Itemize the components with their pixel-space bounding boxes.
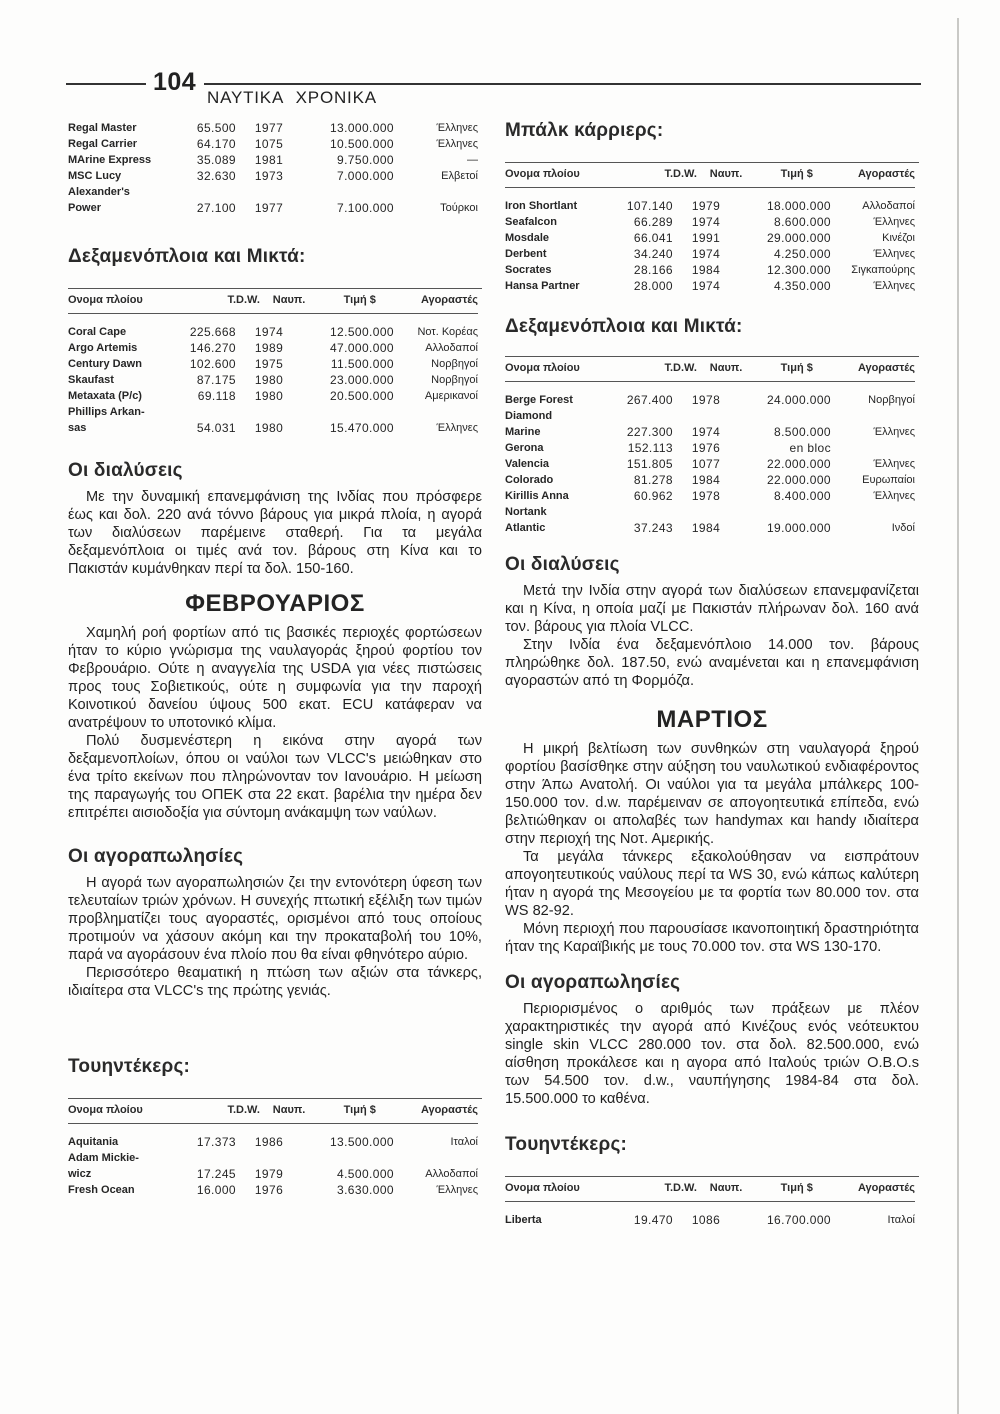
cell-tdw: 69.118 bbox=[197, 389, 236, 403]
cell-price bbox=[302, 1150, 394, 1166]
cell-year: 1978 bbox=[691, 489, 721, 503]
table-row bbox=[505, 488, 915, 504]
cell-name: Coral Cape bbox=[68, 326, 127, 338]
cell-year: 1980 bbox=[254, 373, 284, 387]
sales-text bbox=[505, 1000, 919, 1108]
column-header-name: Ονομα πλοίου bbox=[505, 362, 580, 374]
cell-year: 1075 bbox=[254, 137, 284, 151]
cell-year bbox=[673, 408, 739, 424]
cell-year bbox=[236, 404, 302, 420]
cell-tdw: 54.031 bbox=[196, 421, 236, 435]
february-text bbox=[68, 624, 482, 822]
cell-price: 13.500.000 bbox=[329, 1135, 394, 1149]
cell-tdw: 64.170 bbox=[196, 137, 236, 151]
cell-buyer bbox=[394, 404, 478, 420]
right-column bbox=[505, 120, 919, 1228]
cell-year: 1986 bbox=[254, 1135, 284, 1149]
cell-price: 47.000.000 bbox=[329, 341, 394, 355]
column-header-price: Τιμή $ bbox=[780, 362, 813, 374]
column-header-tdw: T.D.W. bbox=[227, 1104, 260, 1116]
section-title-tankers: Δεξαμενόπλοια και Μικτά: bbox=[68, 246, 306, 267]
cell-price: 15.470.000 bbox=[329, 421, 394, 435]
column-header-price: Τιμή $ bbox=[780, 168, 813, 180]
tankers-table-header bbox=[68, 289, 478, 314]
tankers-table bbox=[505, 392, 915, 536]
cell-price: 7.100.000 bbox=[337, 201, 394, 215]
cell-name: Berge Forest bbox=[505, 394, 573, 406]
cell-year: 1976 bbox=[254, 1183, 284, 1197]
cell-tdw bbox=[180, 184, 236, 200]
cell-tdw: 37.243 bbox=[633, 521, 673, 535]
cell-price: 12.500.000 bbox=[329, 325, 394, 339]
cell-tdw: 28.000 bbox=[633, 279, 673, 293]
cell-buyer: Ιταλοί bbox=[887, 1214, 915, 1226]
table-header-row bbox=[68, 1099, 478, 1124]
table-row bbox=[68, 168, 478, 184]
table-row bbox=[68, 340, 478, 356]
table-row bbox=[68, 404, 478, 420]
cell-year: 1980 bbox=[254, 389, 284, 403]
cell-tdw: 65.500 bbox=[196, 121, 236, 135]
cell-buyer: Έλληνες bbox=[873, 458, 915, 470]
cell-price: 19.000.000 bbox=[766, 521, 831, 535]
table-row bbox=[505, 230, 915, 246]
cell-buyer: Ευρωπαίοι bbox=[862, 474, 915, 486]
tweendeckers-table-wrapper bbox=[68, 1098, 482, 1198]
tweendeckers-table bbox=[505, 1212, 915, 1228]
cell-year: 1984 bbox=[691, 521, 721, 535]
column-header-name: Ονομα πλοίου bbox=[68, 1104, 143, 1116]
table-row bbox=[68, 152, 478, 168]
tankers-table-header bbox=[505, 357, 915, 382]
column-header-tdw: T.D.W. bbox=[227, 294, 260, 306]
cell-name: Seafalcon bbox=[505, 216, 557, 228]
cell-year: 1991 bbox=[691, 231, 721, 245]
cell-tdw: 34.240 bbox=[633, 247, 673, 261]
bulk-table-header bbox=[505, 163, 915, 188]
table-row bbox=[68, 1182, 478, 1198]
cell-name: MSC Lucy bbox=[68, 170, 122, 182]
header-rule-right bbox=[204, 83, 921, 85]
cell-tdw: 81.278 bbox=[633, 473, 673, 487]
cell-name: Socrates bbox=[505, 264, 552, 276]
cell-year: 1979 bbox=[254, 1167, 284, 1181]
body-paragraph: Πολύ δυσμενέστερη η εικόνα στην αγορά των δεξαμενοπλοίων, όπου οι ναύλοι των VLCC's μειώθηκαν στο ένα τρίτο εκείνων που πληρώνονταν τον Ιανουάριο. Η μείωση της παραγωγής του ΟΠΕΚ στα 22 εκατ. βαρέλια την ημέρα δεν επιτρέπει αισιοδοξία για σύντομη ανάκαμψη των ναύλων. bbox=[68, 733, 482, 821]
cell-name: Nortank bbox=[505, 506, 547, 518]
cell-year: 1977 bbox=[254, 121, 284, 135]
cell-price: 12.300.000 bbox=[766, 263, 831, 277]
cell-buyer bbox=[831, 504, 915, 520]
column-header-price: Τιμή $ bbox=[343, 294, 376, 306]
column-header-name: Ονομα πλοίου bbox=[68, 294, 143, 306]
column-header-tdw: T.D.W. bbox=[664, 168, 697, 180]
cell-buyer: Έλληνες bbox=[436, 138, 478, 150]
cell-name: Diamond bbox=[505, 410, 553, 422]
cell-buyer: Αλλοδαποί bbox=[425, 1168, 478, 1180]
section-title-demolitions: Οι διαλύσεις bbox=[505, 554, 620, 575]
cell-price: 8.600.000 bbox=[774, 215, 831, 229]
column-header-buyer: Αγοραστές bbox=[857, 168, 915, 180]
cell-buyer: — bbox=[467, 154, 478, 166]
body-paragraph: Η αγορά των αγοραπωλησιών ζει την εντονότερη ύφεση των τελευταίων τριών χρόνων. Η συνεχής πτωτική εξέλιξη των τιμών προβληματίζει τους αγοραστές, ορισμένοι από τους οποίους προτιμούν να χάσουν ακόμη και την προκαταβολή του 10%, παρά να αγοράσουν ένα πλοίο που θα είναι φθηνότερο αύριο. bbox=[68, 875, 482, 963]
cell-year: 1989 bbox=[254, 341, 284, 355]
cell-tdw: 66.041 bbox=[633, 231, 673, 245]
cell-name: Liberta bbox=[505, 1214, 542, 1226]
section-title-tweendeckers: Τουηντέκερς: bbox=[68, 1056, 191, 1077]
cell-buyer: Ινδοί bbox=[891, 522, 915, 534]
cell-price: 20.500.000 bbox=[329, 389, 394, 403]
table-header-row bbox=[505, 357, 915, 382]
page-edge-shadow bbox=[957, 18, 959, 1414]
cell-tdw: 151.805 bbox=[626, 457, 673, 471]
cell-year: 1974 bbox=[254, 325, 284, 339]
cell-tdw: 17.245 bbox=[196, 1167, 236, 1181]
cell-tdw: 27.100 bbox=[196, 201, 236, 215]
cell-name: Power bbox=[68, 202, 102, 214]
cell-price: 8.500.000 bbox=[774, 425, 831, 439]
cell-name: Iron Shortlant bbox=[505, 200, 578, 212]
table-row bbox=[505, 198, 915, 214]
table-row bbox=[505, 520, 915, 536]
cell-name: Regal Master bbox=[68, 122, 137, 134]
bulk-table-wrapper bbox=[505, 162, 919, 294]
table-row bbox=[505, 246, 915, 262]
cell-year: 1077 bbox=[691, 457, 721, 471]
cell-name: Century Dawn bbox=[68, 358, 142, 370]
cell-year bbox=[236, 184, 302, 200]
cell-name: Argo Artemis bbox=[68, 342, 138, 354]
cell-tdw: 227.300 bbox=[626, 425, 673, 439]
table-row bbox=[505, 278, 915, 294]
cell-tdw: 17.373 bbox=[196, 1135, 236, 1149]
cell-year: 1973 bbox=[254, 169, 284, 183]
body-paragraph: Με την δυναμική επανεμφάνιση της Ινδίας που πρόσφερε έως και δολ. 220 ανά τόννο βάρους για μικρά πλοία, η αγορά των διαλύσεων παρέμεινε σταθερή. Για τα μεγάλα δεξαμενόπλοια οι τιμές ανά τον. βάρους στη Κίνα και το Πακιστάν κυμάνθηκαν περί τα δολ. 150-160. bbox=[68, 489, 482, 577]
column-header-name: Ονομα πλοίου bbox=[505, 168, 580, 180]
tankers-table-wrapper bbox=[68, 288, 482, 436]
cell-price: 23.000.000 bbox=[329, 373, 394, 387]
cell-price: 9.750.000 bbox=[337, 153, 394, 167]
section-title-sales: Οι αγοραπωλησίες bbox=[68, 846, 244, 867]
table-row bbox=[505, 424, 915, 440]
section-title-tweendeckers: Τουηντέκερς: bbox=[505, 1134, 628, 1155]
cell-buyer: Σιγκαπούρης bbox=[851, 264, 915, 276]
body-paragraph: Μόνη περιοχή που παρουσίασε ικανοποιητική δραστηριότητα ήταν της Καραϊβικής με τους 70.000 τον. στα WS 130-170. bbox=[505, 921, 919, 955]
cell-name: Fresh Ocean bbox=[68, 1184, 135, 1196]
cell-tdw: 152.113 bbox=[627, 441, 673, 455]
demolitions-text bbox=[68, 488, 482, 578]
cell-buyer: Έλληνες bbox=[873, 426, 915, 438]
body-paragraph: Η μικρή βελτίωση των συνθηκών στη ναυλαγορά ξηρού φορτίου βασίσθηκε στην αύξηση του ναυλωτικού ενδιαφέροντος στην Άπω Ανατολή. Οι ναύλοι για τα μεγάλα μπάλκερς 100-150.000 τον. d.w. παρέμειναν σε απογοητευτικά επίπεδα, ενώ βελτιώθηκαν οι απολαβές των handymax και handy ιδιαίτερα στην περιοχή της Νοτ. Αμερικής. bbox=[505, 741, 919, 847]
bulk-carriers-continued-table bbox=[68, 120, 478, 216]
table-row bbox=[505, 472, 915, 488]
cell-tdw bbox=[180, 1150, 236, 1166]
cell-year bbox=[673, 504, 739, 520]
cell-tdw: 102.600 bbox=[189, 357, 236, 371]
cell-buyer: Έλληνες bbox=[873, 490, 915, 502]
bulk-carriers-table bbox=[505, 198, 915, 294]
body-paragraph: Μετά την Ινδία στην αγορά των διαλύσεων επανεμφανίζεται και η Κίνα, η οποία μαζί με Πακιστάν πλήρωναν δολ. 160 ανά τον. βάρους για πλοία VLCC. bbox=[505, 583, 919, 635]
cell-buyer bbox=[394, 184, 478, 200]
cell-year: 1974 bbox=[691, 425, 721, 439]
table-row bbox=[68, 356, 478, 372]
publication-title: ΝΑΥΤΙΚΑ ΧΡΟΝΙΚΑ bbox=[207, 88, 377, 107]
cell-buyer: Αλλοδαποί bbox=[862, 200, 915, 212]
cell-buyer: Έλληνες bbox=[873, 280, 915, 292]
tweendeckers-table bbox=[68, 1134, 478, 1198]
table-row bbox=[68, 324, 478, 340]
cell-name: Mosdale bbox=[505, 232, 550, 244]
table-row bbox=[505, 408, 915, 424]
cell-year: 1976 bbox=[691, 441, 721, 455]
cell-price: 24.000.000 bbox=[766, 393, 831, 407]
cell-name: Skaufast bbox=[68, 374, 114, 386]
column-header-tdw: T.D.W. bbox=[664, 1182, 697, 1194]
cell-year: 1975 bbox=[254, 357, 284, 371]
column-header-price: Τιμή $ bbox=[343, 1104, 376, 1116]
cell-name: sas bbox=[68, 422, 87, 434]
cell-buyer: Ελβετοί bbox=[441, 170, 478, 182]
column-header-year: Ναυπ. bbox=[272, 294, 306, 306]
table-row bbox=[68, 200, 478, 216]
table-row bbox=[68, 136, 478, 152]
cell-tdw: 225.668 bbox=[189, 325, 236, 339]
table-row bbox=[68, 1166, 478, 1182]
cell-buyer: Έλληνες bbox=[436, 422, 478, 434]
cell-name: Valencia bbox=[505, 458, 550, 470]
cell-year: 1978 bbox=[691, 393, 721, 407]
cell-tdw: 66.289 bbox=[633, 215, 673, 229]
tweendeckers-table-header bbox=[505, 1177, 915, 1202]
cell-name: Hansa Partner bbox=[505, 280, 580, 292]
section-title-bulk-carriers: Μπάλκ κάρριερς: bbox=[505, 120, 664, 141]
cell-name: Alexander's bbox=[68, 186, 130, 198]
month-heading-march: ΜΑΡΤΙΟΣ bbox=[656, 706, 768, 733]
table-row bbox=[68, 1150, 478, 1166]
cell-year bbox=[236, 1150, 302, 1166]
table-row bbox=[505, 262, 915, 278]
cell-buyer: Αμερικανοί bbox=[424, 390, 478, 402]
cell-price: 18.000.000 bbox=[766, 199, 831, 213]
section-title-tankers: Δεξαμενόπλοια και Μικτά: bbox=[505, 316, 743, 337]
tankers-table bbox=[68, 324, 478, 436]
cell-name: Gerona bbox=[505, 442, 544, 454]
table-row bbox=[505, 440, 915, 456]
cell-name: Colorado bbox=[505, 474, 554, 486]
table-row bbox=[505, 456, 915, 472]
cell-price bbox=[302, 184, 394, 200]
table-row bbox=[505, 214, 915, 230]
cell-price: 4.250.000 bbox=[774, 247, 831, 261]
cell-price: 3.630.000 bbox=[337, 1183, 394, 1197]
column-header-year: Ναυπ. bbox=[709, 1182, 743, 1194]
body-paragraph: Χαμηλή ροή φορτίων από τις βασικές περιοχές φορτώσεων ήταν το κύριο γνώρισμα της ναυλαγοράς ξηρού φορτίου τον Φεβρουάριο. Ούτε η αναγγελία της USDA για νέες πιστώσεις προς τους Σοβιετικούς, ούτε η συμφωνία για την παροχή Κοινοτικού δανείου ύψους 500 εκατ. ECU κατάφεραν να ανατρέψουν το υποτονικό κλίμα. bbox=[68, 625, 482, 731]
cell-buyer: Νορβηγοί bbox=[431, 358, 478, 370]
cell-year: 1974 bbox=[691, 247, 721, 261]
body-paragraph: Τα μεγάλα τάνκερς εξακολούθησαν να εισπράτουν απογοητευτικούς ναύλους περί τα WS 30, ενώ κάπως καλύτερη ήταν η αγορά της Μεσογείου με τα φορτία των 80.000 τον. στα WS 82-92. bbox=[505, 849, 919, 919]
table-row bbox=[68, 184, 478, 200]
table-row bbox=[505, 1212, 915, 1228]
cell-name: Marine bbox=[505, 426, 541, 438]
cell-price bbox=[739, 504, 831, 520]
table-row bbox=[68, 120, 478, 136]
cell-price: 29.000.000 bbox=[766, 231, 831, 245]
cell-tdw bbox=[180, 404, 236, 420]
left-column bbox=[68, 120, 482, 1198]
header-rule-left bbox=[66, 83, 146, 85]
table-header-row bbox=[505, 163, 915, 188]
cell-year: 1086 bbox=[691, 1213, 721, 1227]
cell-tdw bbox=[617, 408, 673, 424]
cell-buyer: Κινέζοι bbox=[882, 232, 915, 244]
body-paragraph: Στην Ινδία ένα δεξαμενόπλοιο 14.000 τον. βάρους πληρώθηκε δολ. 187.50, ενώ αναμένεται και η επανεμφάνιση αγοραστών από τη Φορμόζα. bbox=[505, 637, 919, 689]
cell-tdw: 32.630 bbox=[196, 169, 236, 183]
column-header-tdw: T.D.W. bbox=[664, 362, 697, 374]
cell-price: en bloc bbox=[789, 441, 831, 455]
column-header-year: Ναυπ. bbox=[709, 168, 743, 180]
column-header-name: Ονομα πλοίου bbox=[505, 1182, 580, 1194]
cell-buyer: Έλληνες bbox=[873, 216, 915, 228]
cell-year: 1974 bbox=[691, 279, 721, 293]
cell-name: Metaxata (P/c) bbox=[68, 390, 142, 402]
column-header-buyer: Αγοραστές bbox=[420, 294, 478, 306]
section-title-sales: Οι αγοραπωλησίες bbox=[505, 972, 681, 993]
cell-price bbox=[739, 408, 831, 424]
cell-tdw: 267.400 bbox=[626, 393, 673, 407]
table-row bbox=[68, 388, 478, 404]
cell-buyer bbox=[831, 408, 915, 424]
cell-name: Regal Carrier bbox=[68, 138, 138, 150]
cell-price bbox=[302, 404, 394, 420]
table-row bbox=[68, 420, 478, 436]
table-row bbox=[68, 1134, 478, 1150]
cell-tdw: 16.000 bbox=[196, 1183, 236, 1197]
month-heading-february: ΦΕΒΡΟΥΑΡΙΟΣ bbox=[185, 590, 365, 617]
table-header-row bbox=[68, 289, 478, 314]
cell-tdw: 146.270 bbox=[189, 341, 236, 355]
cell-buyer: Ιταλοί bbox=[450, 1136, 478, 1148]
cell-price: 11.500.000 bbox=[330, 357, 394, 371]
column-header-year: Ναυπ. bbox=[272, 1104, 306, 1116]
column-header-buyer: Αγοραστές bbox=[857, 362, 915, 374]
cell-buyer: Έλληνες bbox=[436, 1184, 478, 1196]
cell-name: wicz bbox=[68, 1168, 92, 1180]
cell-price: 10.500.000 bbox=[329, 137, 394, 151]
cell-buyer: Νορβηγοί bbox=[431, 374, 478, 386]
column-header-year: Ναυπ. bbox=[709, 362, 743, 374]
demolitions-text bbox=[505, 582, 919, 690]
cell-buyer: Αλλοδαποί bbox=[425, 342, 478, 354]
cell-buyer: Τούρκοι bbox=[440, 202, 478, 214]
tankers-table-wrapper bbox=[505, 356, 919, 536]
cell-name: MArine Express bbox=[68, 154, 152, 166]
cell-price: 22.000.000 bbox=[766, 473, 831, 487]
cell-year: 1977 bbox=[254, 201, 284, 215]
cell-year: 1984 bbox=[691, 473, 721, 487]
cell-name: Adam Mickie- bbox=[68, 1152, 139, 1164]
cell-price: 7.000.000 bbox=[337, 169, 394, 183]
column-header-price: Τιμή $ bbox=[780, 1182, 813, 1194]
cell-year: 1981 bbox=[254, 153, 284, 167]
cell-price: 4.350.000 bbox=[774, 279, 831, 293]
tweendeckers-table-wrapper bbox=[505, 1176, 919, 1228]
cell-buyer: Έλληνες bbox=[436, 122, 478, 134]
section-title-demolitions: Οι διαλύσεις bbox=[68, 460, 183, 481]
table-row bbox=[505, 392, 915, 408]
cell-year: 1984 bbox=[691, 263, 721, 277]
cell-tdw: 28.166 bbox=[633, 263, 673, 277]
cell-buyer: Νορβηγοί bbox=[868, 394, 915, 406]
column-header-buyer: Αγοραστές bbox=[420, 1104, 478, 1116]
cell-price: 4.500.000 bbox=[337, 1167, 394, 1181]
body-paragraph: Περισσότερο θεαματική η πτώση των αξιών στα τάνκερς, ιδιαίτερα στα VLCC's της πρώτης γενιάς. bbox=[68, 965, 482, 999]
cell-tdw bbox=[617, 504, 673, 520]
tweendeckers-table-header bbox=[68, 1099, 478, 1124]
cell-price: 13.000.000 bbox=[329, 121, 394, 135]
table-row bbox=[68, 372, 478, 388]
cell-tdw: 35.089 bbox=[196, 153, 236, 167]
cell-buyer bbox=[831, 440, 915, 456]
cell-buyer: Έλληνες bbox=[873, 248, 915, 260]
cell-tdw: 107.140 bbox=[626, 199, 673, 213]
cell-tdw: 19.470 bbox=[633, 1213, 673, 1227]
cell-tdw: 60.962 bbox=[633, 489, 673, 503]
table-row bbox=[505, 504, 915, 520]
body-paragraph: Περιορισμένος ο αριθμός των πράξεων με πλέον χαρακτηριστικές την αγορά από Κινέζους ενός νεότευκτου single skin VLCC 280.000 τον. στα δολ. 82.500.000, ενώ αίσθηση προκάλεσε και η αγορα από Ιταλούς τριών O.B.O.s των 54.500 τον. d.w., ναυπήγησης 1984-84 στα δολ. 15.500.000 το καθένα. bbox=[505, 1001, 919, 1107]
cell-name: Phillips Arkan- bbox=[68, 406, 145, 418]
cell-year: 1979 bbox=[691, 199, 721, 213]
cell-name: Derbent bbox=[505, 248, 547, 260]
cell-name: Kirillis Anna bbox=[505, 490, 569, 502]
sales-text bbox=[68, 874, 482, 1000]
page-number: 104 bbox=[153, 68, 197, 96]
cell-year: 1974 bbox=[691, 215, 721, 229]
column-header-buyer: Αγοραστές bbox=[857, 1182, 915, 1194]
cell-tdw: 87.175 bbox=[196, 373, 236, 387]
cell-buyer bbox=[394, 1150, 478, 1166]
table-header-row bbox=[505, 1177, 915, 1202]
cell-name: Atlantic bbox=[505, 522, 546, 534]
cell-price: 22.000.000 bbox=[766, 457, 831, 471]
cell-price: 16.700.000 bbox=[766, 1213, 831, 1227]
cell-year: 1980 bbox=[254, 421, 284, 435]
cell-name: Aquitania bbox=[68, 1136, 119, 1148]
march-text bbox=[505, 740, 919, 956]
cell-price: 8.400.000 bbox=[774, 489, 831, 503]
cell-buyer: Νοτ. Κορέας bbox=[417, 326, 478, 338]
